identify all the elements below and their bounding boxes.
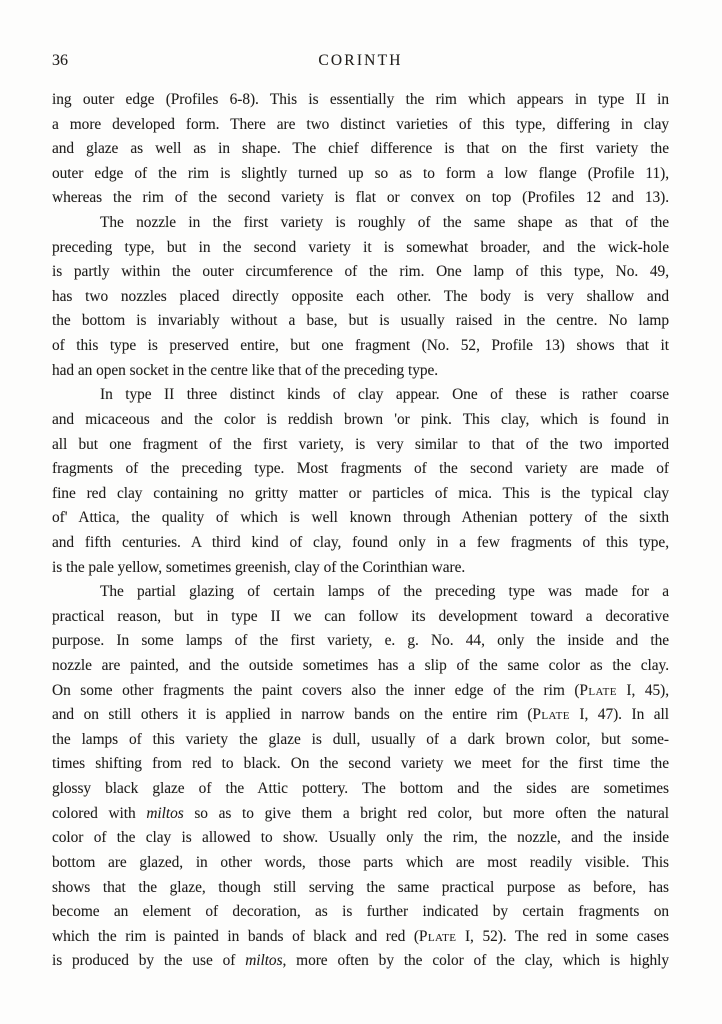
paragraph xyxy=(52,88,669,211)
text-line: The nozzle in the first variety is roughly of the same shape as that of the xyxy=(100,214,669,232)
text-line: nozzle are painted, and the outside sometimes has a slip of the same color as the clay. xyxy=(52,657,669,675)
text-line: the bottom is invariably without a base, but is usually raised in the centre. No lamp xyxy=(52,312,669,330)
text-line: and micaceous and the color is reddish brown 'or pink. This clay, which is found in xyxy=(52,410,669,428)
text-line: On some other fragments the paint covers also the inner edge of the rim (Plate I, 45), xyxy=(52,681,669,699)
text-line: and fifth centuries. A third kind of clay, found only in a few fragments of this type, xyxy=(52,533,669,551)
text-line: practical reason, but in type II we can follow its development toward a decorative xyxy=(52,607,669,625)
text-line: of this type is preserved entire, but one fragment (No. 52, Profile 13) shows that it xyxy=(52,337,669,355)
text-line: colored with miltos so as to give them a bright red color, but more often the natural xyxy=(52,804,669,822)
paragraph xyxy=(52,383,669,580)
text-line: The partial glazing of certain lamps of the preceding type was made for a xyxy=(100,583,669,601)
smallcaps-term: Plate xyxy=(532,706,570,724)
text-line: and on still others it is applied in narrow bands on the entire rim (Plate I, 47). In all xyxy=(52,706,669,724)
smallcaps-term: Plate xyxy=(579,681,617,699)
text-line: color of the clay is allowed to show. Usually only the rim, the nozzle, and the inside xyxy=(52,829,669,847)
text-line: a more developed form. There are two distinct varieties of this type, differing in clay xyxy=(52,115,669,133)
page-body xyxy=(52,88,669,974)
paragraph xyxy=(52,211,669,383)
running-head: CORINTH xyxy=(318,52,403,69)
text-line: the lamps of this variety the glaze is dull, usually of a dark brown color, but some- xyxy=(52,730,669,748)
text-line: glossy black glaze of the Attic pottery. The bottom and the sides are sometimes xyxy=(52,780,669,798)
italic-term: miltos xyxy=(245,952,283,970)
text-line: bottom are glazed, in other words, those parts which are most readily visible. This xyxy=(52,853,669,871)
text-line: is the pale yellow, sometimes greenish, clay of the Corinthian ware. xyxy=(52,558,466,576)
text-line: In type II three distinct kinds of clay appear. One of these is rather coarse xyxy=(100,386,669,404)
text-line: all but one fragment of the first variety, is very similar to that of the two imported xyxy=(52,435,669,453)
italic-term: miltos xyxy=(146,804,184,822)
text-line: ing outer edge (Profiles 6-8). This is essentially the rim which appears in type II in xyxy=(52,91,669,108)
text-line: of' Attica, the quality of which is well known through Athenian pottery of the sixth xyxy=(52,509,669,527)
paragraph xyxy=(52,580,669,974)
text-line: fragments of the preceding type. Most fragments of the second variety are made of xyxy=(52,460,669,478)
page-number: 36 xyxy=(52,52,68,69)
text-line: shows that the glaze, though still serving the same practical purpose as before, has xyxy=(52,878,669,896)
text-line: fine red clay containing no gritty matter or particles of mica. This is the typical clay xyxy=(52,484,669,502)
text-line: purpose. In some lamps of the first variety, e. g. No. 44, only the inside and the xyxy=(52,632,669,650)
text-line: times shifting from red to black. On the second variety we meet for the first time the xyxy=(52,755,669,773)
text-line: is partly within the outer circumference of the rim. One lamp of this type, No. 49, xyxy=(52,263,669,281)
text-line: is produced by the use of miltos, more often by the color of the clay, which is highly xyxy=(52,952,669,970)
text-line: outer edge of the rim is slightly turned up so as to form a low flange (Profile 11), xyxy=(52,164,669,182)
text-line: had an open socket in the centre like that of the preceding type. xyxy=(52,361,439,379)
text-line: and glaze as well as in shape. The chief difference is that on the first variety the xyxy=(52,140,669,158)
text-line: which the rim is painted in bands of black and red (Plate I, 52). The red in some cases xyxy=(52,927,669,945)
text-line: has two nozzles placed directly opposite each other. The body is very shallow and xyxy=(52,287,669,305)
text-line: preceding type, but in the second variety it is somewhat broader, and the wick-hole xyxy=(52,238,669,256)
text-line: whereas the rim of the second variety is flat or convex on top (Profiles 12 and 13). xyxy=(52,189,669,207)
text-line: become an element of decoration, as is further indicated by certain fragments on xyxy=(52,903,669,921)
smallcaps-term: Plate xyxy=(418,927,457,945)
